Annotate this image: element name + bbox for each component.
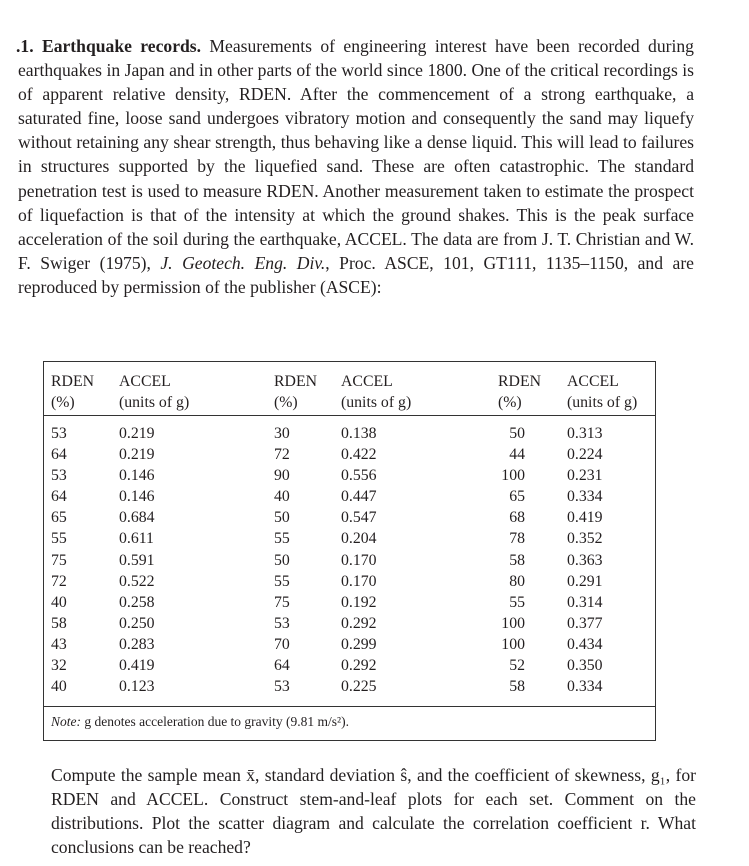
accel-cell: 0.225 <box>341 678 377 696</box>
accel-cell: 0.377 <box>567 614 603 632</box>
rden-cell: 100 <box>501 467 525 485</box>
accel-cell: 0.204 <box>341 530 377 548</box>
accel-cell: 0.363 <box>567 551 603 569</box>
accel-cell: 0.170 <box>341 572 377 590</box>
accel-cell: 0.138 <box>341 425 377 442</box>
rden-cell: 55 <box>274 572 290 590</box>
rden-cell: 64 <box>274 657 290 675</box>
footer-rule <box>44 706 655 707</box>
accel-cell: 0.299 <box>341 635 377 653</box>
accel-cell: 0.522 <box>119 572 155 590</box>
accel-cell: 0.350 <box>567 657 603 675</box>
rden-cell: 90 <box>274 467 290 485</box>
problem-text-end: , Proc. ASCE, 101, GT111, 1135–1150, and are reproduced by permission of the publisher (ASCE): <box>18 252 694 297</box>
accel-cell: 0.334 <box>567 678 603 696</box>
rden-cell: 72 <box>51 572 67 590</box>
rden-cell: 58 <box>51 614 67 632</box>
rden-cell: 43 <box>51 635 67 653</box>
rden-cell: 75 <box>51 551 67 569</box>
question <box>51 763 696 859</box>
rden-cell: 58 <box>509 678 525 696</box>
accel-cell: 0.224 <box>567 446 603 464</box>
rden-cell: 65 <box>51 509 67 527</box>
accel-column-2 <box>341 423 377 697</box>
rden-cell: 64 <box>51 446 67 464</box>
accel-cell: 0.219 <box>119 425 155 442</box>
accel-cell: 0.611 <box>119 530 154 548</box>
accel-column-3 <box>567 423 603 697</box>
accel-cell: 0.231 <box>567 467 603 485</box>
rden-cell: 40 <box>274 488 290 506</box>
accel-cell: 0.283 <box>119 635 155 653</box>
rden-cell: 50 <box>274 551 290 569</box>
accel-cell: 0.291 <box>567 572 603 590</box>
rden-cell: 32 <box>51 657 67 675</box>
rden-cell: 53 <box>274 678 290 696</box>
rden-cell: 100 <box>501 635 525 653</box>
accel-cell: 0.547 <box>341 509 377 527</box>
header-rule <box>44 415 655 416</box>
accel-cell: 0.258 <box>119 593 155 611</box>
rden-cell: 78 <box>509 530 525 548</box>
rden-column-1 <box>51 423 67 697</box>
rden-cell: 100 <box>501 614 525 632</box>
accel-cell: 0.556 <box>341 467 377 485</box>
rden-cell: 52 <box>509 657 525 675</box>
rden-cell: 44 <box>509 446 525 464</box>
rden-cell: 40 <box>51 678 67 696</box>
accel-cell: 0.219 <box>119 446 155 464</box>
journal-name: J. Geotech. Eng. Div. <box>160 252 326 273</box>
accel-cell: 0.250 <box>119 614 155 632</box>
accel-column-1 <box>119 423 155 697</box>
accel-cell: 0.419 <box>567 509 603 527</box>
rden-cell: 30 <box>274 425 290 442</box>
problem-paragraph <box>18 34 694 299</box>
accel-cell: 0.314 <box>567 593 603 611</box>
accel-cell: 0.422 <box>341 446 377 464</box>
accel-cell: 0.146 <box>119 488 155 506</box>
accel-cell: 0.352 <box>567 530 603 548</box>
rden-column-2 <box>274 423 290 697</box>
rden-cell: 80 <box>509 572 525 590</box>
rden-cell: 50 <box>509 425 525 442</box>
header-accel-2: ACCEL (units of g) <box>341 373 412 411</box>
accel-cell: 0.591 <box>119 551 155 569</box>
rden-column-3 <box>497 423 525 697</box>
rden-cell: 53 <box>51 425 67 442</box>
accel-cell: 0.313 <box>567 425 603 442</box>
header-accel-1: ACCEL (units of g) <box>119 373 190 411</box>
accel-cell: 0.170 <box>341 551 377 569</box>
accel-cell: 0.123 <box>119 678 155 696</box>
rden-cell: 55 <box>509 593 525 611</box>
rden-cell: 50 <box>274 509 290 527</box>
data-table <box>43 361 656 741</box>
rden-cell: 40 <box>51 593 67 611</box>
problem-number: .1. <box>16 36 34 56</box>
note-label: Note: <box>51 714 81 729</box>
accel-cell: 0.447 <box>341 488 377 506</box>
accel-cell: 0.334 <box>567 488 603 506</box>
header-rden-3: RDEN (%) <box>498 373 542 411</box>
rden-cell: 72 <box>274 446 290 464</box>
rden-cell: 55 <box>274 530 290 548</box>
rden-cell: 64 <box>51 488 67 506</box>
rden-cell: 70 <box>274 635 290 653</box>
header-accel-3: ACCEL (units of g) <box>567 373 638 411</box>
accel-cell: 0.684 <box>119 509 155 527</box>
rden-cell: 58 <box>509 551 525 569</box>
accel-cell: 0.192 <box>341 593 377 611</box>
rden-cell: 53 <box>274 614 290 632</box>
rden-cell: 65 <box>509 488 525 506</box>
problem-text: Measurements of engineering interest have been recorded during earthquakes in Japan and in other parts of the world since 1800. One of the critical recordings is of apparent relative density, RDEN. After the commencement of a strong earthquake, a saturated fine, loose sand undergoes vibratory motion and consequently the sand may liquefy without retaining any shear strength, thus behaving like a dense liquid. This will lead to failures in structures supported by the liquefied sand. These are often catastrophic. The standard penetration test is used to measure RDEN. Another measurement taken to estimate the prospect of liquefaction is that of the intensity at which the ground shakes. This is the peak surface acceleration of the soil during the earthquake, ACCEL. The data are from J. T. Christian and W. F. Swiger (1975), <box>18 36 694 273</box>
accel-cell: 0.146 <box>119 467 155 485</box>
header-rden-2: RDEN (%) <box>274 373 318 411</box>
header-rden-1: RDEN (%) <box>51 373 95 411</box>
table-note <box>51 714 349 730</box>
rden-cell: 53 <box>51 467 67 485</box>
accel-cell: 0.434 <box>567 635 603 653</box>
rden-cell: 75 <box>274 593 290 611</box>
note-text: g denotes acceleration due to gravity (9.81 m/s²). <box>84 714 349 729</box>
problem-title: Earthquake records. <box>41 36 202 56</box>
rden-cell: 68 <box>509 509 525 527</box>
accel-cell: 0.419 <box>119 657 155 675</box>
accel-cell: 0.292 <box>341 657 377 675</box>
accel-cell: 0.292 <box>341 614 377 632</box>
rden-cell: 55 <box>51 530 67 548</box>
problem-statement <box>18 34 694 299</box>
question-text: Compute the sample mean x̄, standard deviation ŝ, and the coefficient of skewness, g₁, for RDEN and ACCEL. Construct stem-and-leaf plots for each set. Comment on the distributions. Plot the scatter diagram and calculate the correlation coefficient r. What conclusions can be reached? <box>51 765 696 858</box>
